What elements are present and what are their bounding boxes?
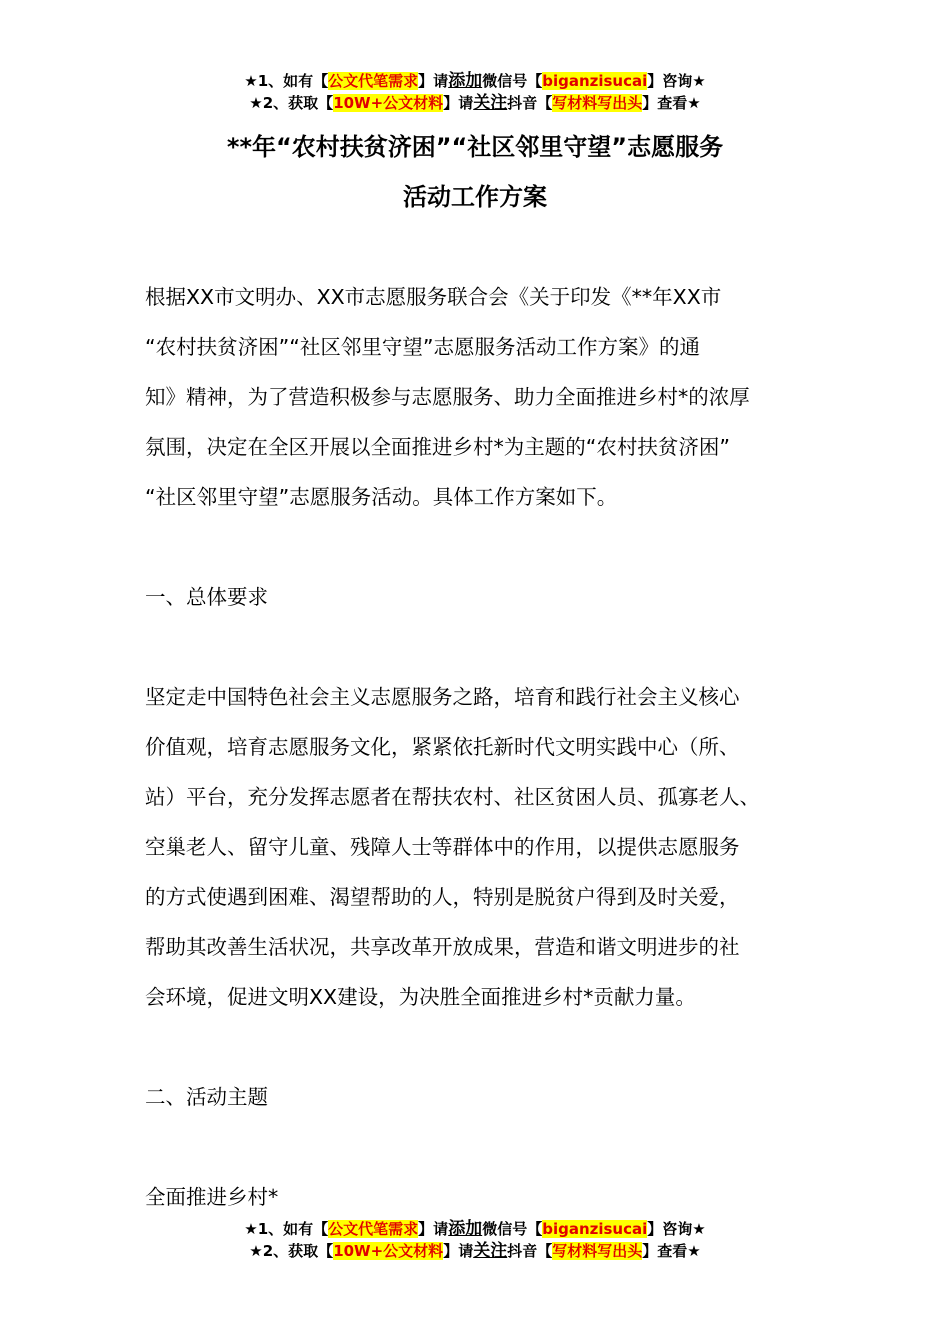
promo-text: ★2、获取【 bbox=[249, 1242, 334, 1260]
intro-line: 氛围，决定在全区开展以全面推进乡村*为主题的“农村扶贫济困” bbox=[145, 435, 730, 459]
promo-highlight: biganzisucai bbox=[542, 1220, 648, 1238]
section1-line: 坚定走中国特色社会主义志愿服务之路，培育和践行社会主义核心 bbox=[145, 685, 740, 709]
paragraph-gap bbox=[145, 622, 825, 672]
promo-text: 】请 bbox=[418, 72, 449, 90]
promo-text: 】查看★ bbox=[642, 94, 701, 112]
section1-line: 的方式使遇到困难、渴望帮助的人，特别是脱贫户得到及时关爱， bbox=[145, 885, 740, 909]
section-heading-1: 一、总体要求 bbox=[145, 585, 268, 609]
promo-underlined: 关注 bbox=[473, 93, 508, 113]
intro-line: 根据XX市文明办、XX市志愿服务联合会《关于印发《**年XX市 bbox=[145, 285, 722, 309]
promo-text: ★1、如有【 bbox=[244, 1220, 329, 1238]
promo-underlined: 添加 bbox=[448, 71, 483, 91]
title-line-2: 活动工作方案 bbox=[403, 183, 547, 211]
paragraph-gap bbox=[145, 1022, 825, 1072]
section1-line: 站）平台，充分发挥志愿者在帮扶农村、社区贫困人员、孤寡老人、 bbox=[145, 785, 760, 809]
document-body bbox=[145, 272, 825, 1222]
promo-line-2 bbox=[0, 92, 950, 114]
promo-line-2 bbox=[0, 1240, 950, 1262]
promo-text: ★1、如有【 bbox=[244, 72, 329, 90]
promo-line-1 bbox=[0, 1218, 950, 1240]
intro-line: “农村扶贫济困”“社区邻里守望”志愿服务活动工作方案》的通 bbox=[145, 335, 700, 359]
promo-highlight: 10W+公文材料 bbox=[333, 1242, 444, 1260]
promo-text: 】请 bbox=[443, 94, 474, 112]
section1-line: 帮助其改善生活状况，共享改革开放成果，营造和谐文明进步的社 bbox=[145, 935, 740, 959]
document-title bbox=[0, 122, 950, 222]
promo-text: 抖音【 bbox=[507, 1242, 553, 1260]
promo-text: 】请 bbox=[443, 1242, 474, 1260]
section1-line: 会环境，促进文明XX建设，为决胜全面推进乡村*贡献力量。 bbox=[145, 985, 696, 1009]
promo-text: 】查看★ bbox=[642, 1242, 701, 1260]
promo-text: 抖音【 bbox=[507, 94, 553, 112]
promo-highlight: 公文代笔需求 bbox=[328, 1220, 419, 1238]
promo-text: 】咨询★ bbox=[647, 1220, 706, 1238]
promo-text: ★2、获取【 bbox=[249, 94, 334, 112]
promo-highlight: 公文代笔需求 bbox=[328, 72, 419, 90]
section2-text: 全面推进乡村* bbox=[145, 1185, 279, 1209]
paragraph-gap bbox=[145, 1122, 825, 1172]
promo-text: 】咨询★ bbox=[647, 72, 706, 90]
promo-highlight: biganzisucai bbox=[542, 72, 648, 90]
promo-text: 】请 bbox=[418, 1220, 449, 1238]
promo-highlight: 写材料写出头 bbox=[552, 94, 643, 112]
promo-text: 微信号【 bbox=[482, 72, 543, 90]
promo-underlined: 关注 bbox=[473, 1241, 508, 1261]
promo-text: 微信号【 bbox=[482, 1220, 543, 1238]
promo-highlight: 写材料写出头 bbox=[552, 1242, 643, 1260]
promo-line-1 bbox=[0, 70, 950, 92]
section1-line: 价值观，培育志愿服务文化，紧紧依托新时代文明实践中心（所、 bbox=[145, 735, 740, 759]
promo-highlight: 10W+公文材料 bbox=[333, 94, 444, 112]
promo-footer bbox=[0, 1218, 950, 1262]
intro-line: 知》精神，为了营造积极参与志愿服务、助力全面推进乡村*的浓厚 bbox=[145, 385, 750, 409]
section-heading-2: 二、活动主题 bbox=[145, 1085, 268, 1109]
promo-header bbox=[0, 70, 950, 114]
intro-line: “社区邻里守望”志愿服务活动。具体工作方案如下。 bbox=[145, 485, 618, 509]
section1-line: 空巢老人、留守儿童、残障人士等群体中的作用，以提供志愿服务 bbox=[145, 835, 740, 859]
promo-underlined: 添加 bbox=[448, 1219, 483, 1239]
title-line-1: **年“农村扶贫济困”“社区邻里守望”志愿服务 bbox=[226, 133, 724, 161]
paragraph-gap bbox=[145, 522, 825, 572]
